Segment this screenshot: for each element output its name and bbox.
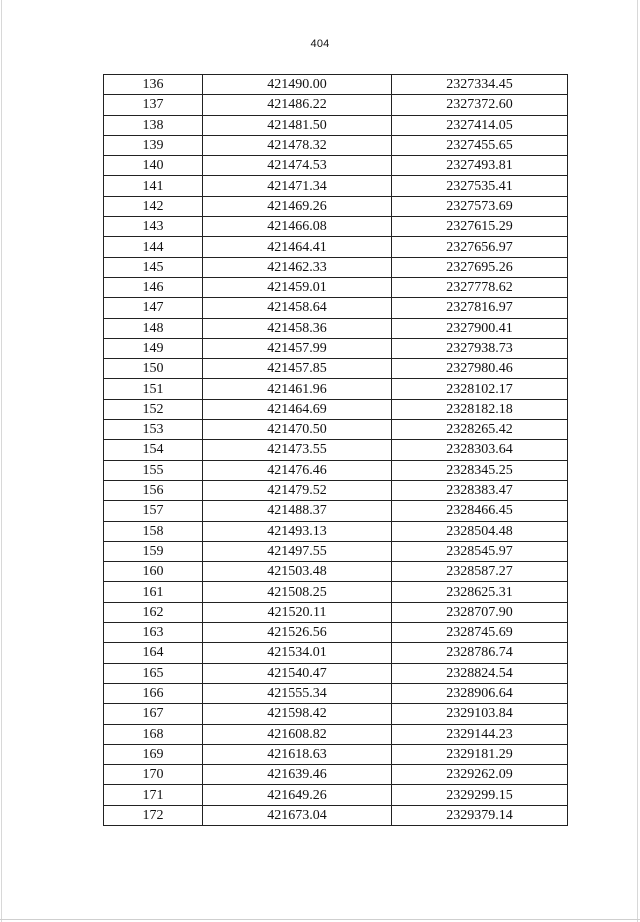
table-row [104, 176, 568, 196]
point-number-cell: 145 [104, 257, 203, 277]
table-row [104, 724, 568, 744]
table-row [104, 440, 568, 460]
point-number-cell: 153 [104, 420, 203, 440]
y-coordinate-cell: 2329181.29 [392, 744, 568, 764]
y-coordinate-cell: 2328625.31 [392, 582, 568, 602]
x-coordinate-cell: 421470.50 [203, 420, 392, 440]
table-row [104, 460, 568, 480]
x-coordinate-cell: 421490.00 [203, 75, 392, 95]
point-number-cell: 157 [104, 501, 203, 521]
table-row [104, 237, 568, 257]
table-row [104, 643, 568, 663]
point-number-cell: 139 [104, 135, 203, 155]
point-number-cell: 149 [104, 338, 203, 358]
x-coordinate-cell: 421464.69 [203, 399, 392, 419]
point-number-cell: 150 [104, 359, 203, 379]
table-row [104, 135, 568, 155]
y-coordinate-cell: 2328504.48 [392, 521, 568, 541]
x-coordinate-cell: 421488.37 [203, 501, 392, 521]
x-coordinate-cell: 421462.33 [203, 257, 392, 277]
point-number-cell: 144 [104, 237, 203, 257]
x-coordinate-cell: 421473.55 [203, 440, 392, 460]
point-number-cell: 165 [104, 663, 203, 683]
x-coordinate-cell: 421639.46 [203, 765, 392, 785]
x-coordinate-cell: 421457.85 [203, 359, 392, 379]
y-coordinate-cell: 2328345.25 [392, 460, 568, 480]
point-number-cell: 141 [104, 176, 203, 196]
x-coordinate-cell: 421471.34 [203, 176, 392, 196]
table-row [104, 399, 568, 419]
x-coordinate-cell: 421649.26 [203, 785, 392, 805]
x-coordinate-cell: 421469.26 [203, 196, 392, 216]
point-number-cell: 142 [104, 196, 203, 216]
y-coordinate-cell: 2327535.41 [392, 176, 568, 196]
point-number-cell: 146 [104, 277, 203, 297]
table-row [104, 217, 568, 237]
y-coordinate-cell: 2327656.97 [392, 237, 568, 257]
x-coordinate-cell: 421508.25 [203, 582, 392, 602]
point-number-cell: 169 [104, 744, 203, 764]
y-coordinate-cell: 2328587.27 [392, 562, 568, 582]
x-coordinate-cell: 421540.47 [203, 663, 392, 683]
table-row [104, 257, 568, 277]
table-row [104, 420, 568, 440]
x-coordinate-cell: 421555.34 [203, 683, 392, 703]
y-coordinate-cell: 2327778.62 [392, 277, 568, 297]
scan-edge-right [637, 0, 638, 922]
table-row [104, 541, 568, 561]
point-number-cell: 166 [104, 683, 203, 703]
x-coordinate-cell: 421474.53 [203, 156, 392, 176]
y-coordinate-cell: 2329299.15 [392, 785, 568, 805]
table-row [104, 744, 568, 764]
point-number-cell: 136 [104, 75, 203, 95]
x-coordinate-cell: 421459.01 [203, 277, 392, 297]
point-number-cell: 164 [104, 643, 203, 663]
table-row [104, 602, 568, 622]
point-number-cell: 160 [104, 562, 203, 582]
point-number-cell: 148 [104, 318, 203, 338]
scan-edge-bottom [0, 919, 640, 920]
table-row [104, 480, 568, 500]
point-number-cell: 172 [104, 805, 203, 825]
y-coordinate-cell: 2327455.65 [392, 135, 568, 155]
y-coordinate-cell: 2329262.09 [392, 765, 568, 785]
y-coordinate-cell: 2328906.64 [392, 683, 568, 703]
x-coordinate-cell: 421478.32 [203, 135, 392, 155]
y-coordinate-cell: 2328786.74 [392, 643, 568, 663]
y-coordinate-cell: 2327816.97 [392, 298, 568, 318]
y-coordinate-cell: 2328102.17 [392, 379, 568, 399]
table-row [104, 765, 568, 785]
x-coordinate-cell: 421526.56 [203, 623, 392, 643]
point-number-cell: 159 [104, 541, 203, 561]
y-coordinate-cell: 2328466.45 [392, 501, 568, 521]
y-coordinate-cell: 2327334.45 [392, 75, 568, 95]
x-coordinate-cell: 421520.11 [203, 602, 392, 622]
x-coordinate-cell: 421466.08 [203, 217, 392, 237]
y-coordinate-cell: 2327938.73 [392, 338, 568, 358]
table-row [104, 623, 568, 643]
table-row [104, 318, 568, 338]
page-number: 404 [310, 38, 330, 50]
x-coordinate-cell: 421461.96 [203, 379, 392, 399]
x-coordinate-cell: 421503.48 [203, 562, 392, 582]
y-coordinate-cell: 2329379.14 [392, 805, 568, 825]
x-coordinate-cell: 421608.82 [203, 724, 392, 744]
table-row [104, 115, 568, 135]
y-coordinate-cell: 2327695.26 [392, 257, 568, 277]
point-number-cell: 152 [104, 399, 203, 419]
x-coordinate-cell: 421476.46 [203, 460, 392, 480]
x-coordinate-cell: 421464.41 [203, 237, 392, 257]
table-row [104, 663, 568, 683]
x-coordinate-cell: 421497.55 [203, 541, 392, 561]
y-coordinate-cell: 2328265.42 [392, 420, 568, 440]
table-row [104, 277, 568, 297]
x-coordinate-cell: 421493.13 [203, 521, 392, 541]
point-number-cell: 156 [104, 480, 203, 500]
y-coordinate-cell: 2328745.69 [392, 623, 568, 643]
coordinates-table-body [104, 75, 568, 826]
table-row [104, 521, 568, 541]
y-coordinate-cell: 2328545.97 [392, 541, 568, 561]
table-row [104, 156, 568, 176]
x-coordinate-cell: 421479.52 [203, 480, 392, 500]
table-row [104, 501, 568, 521]
point-number-cell: 168 [104, 724, 203, 744]
scan-edge-left [1, 0, 2, 922]
y-coordinate-cell: 2329144.23 [392, 724, 568, 744]
table-row [104, 338, 568, 358]
y-coordinate-cell: 2327414.05 [392, 115, 568, 135]
point-number-cell: 151 [104, 379, 203, 399]
y-coordinate-cell: 2327493.81 [392, 156, 568, 176]
y-coordinate-cell: 2328824.54 [392, 663, 568, 683]
point-number-cell: 143 [104, 217, 203, 237]
y-coordinate-cell: 2327372.60 [392, 95, 568, 115]
table-row [104, 359, 568, 379]
table-row [104, 95, 568, 115]
point-number-cell: 158 [104, 521, 203, 541]
coordinates-table [103, 74, 568, 826]
table-row [104, 805, 568, 825]
y-coordinate-cell: 2328383.47 [392, 480, 568, 500]
point-number-cell: 154 [104, 440, 203, 460]
y-coordinate-cell: 2329103.84 [392, 704, 568, 724]
table-row [104, 562, 568, 582]
point-number-cell: 161 [104, 582, 203, 602]
point-number-cell: 163 [104, 623, 203, 643]
x-coordinate-cell: 421673.04 [203, 805, 392, 825]
point-number-cell: 171 [104, 785, 203, 805]
x-coordinate-cell: 421457.99 [203, 338, 392, 358]
point-number-cell: 155 [104, 460, 203, 480]
point-number-cell: 140 [104, 156, 203, 176]
y-coordinate-cell: 2327900.41 [392, 318, 568, 338]
y-coordinate-cell: 2327573.69 [392, 196, 568, 216]
point-number-cell: 147 [104, 298, 203, 318]
point-number-cell: 170 [104, 765, 203, 785]
table-row [104, 785, 568, 805]
y-coordinate-cell: 2327615.29 [392, 217, 568, 237]
x-coordinate-cell: 421481.50 [203, 115, 392, 135]
x-coordinate-cell: 421458.36 [203, 318, 392, 338]
y-coordinate-cell: 2327980.46 [392, 359, 568, 379]
table-row [104, 582, 568, 602]
point-number-cell: 162 [104, 602, 203, 622]
x-coordinate-cell: 421486.22 [203, 95, 392, 115]
x-coordinate-cell: 421598.42 [203, 704, 392, 724]
table-row [104, 75, 568, 95]
point-number-cell: 137 [104, 95, 203, 115]
table-row [104, 298, 568, 318]
x-coordinate-cell: 421534.01 [203, 643, 392, 663]
x-coordinate-cell: 421618.63 [203, 744, 392, 764]
point-number-cell: 138 [104, 115, 203, 135]
table-row [104, 704, 568, 724]
y-coordinate-cell: 2328182.18 [392, 399, 568, 419]
x-coordinate-cell: 421458.64 [203, 298, 392, 318]
table-row [104, 379, 568, 399]
y-coordinate-cell: 2328303.64 [392, 440, 568, 460]
y-coordinate-cell: 2328707.90 [392, 602, 568, 622]
table-row [104, 683, 568, 703]
table-row [104, 196, 568, 216]
point-number-cell: 167 [104, 704, 203, 724]
